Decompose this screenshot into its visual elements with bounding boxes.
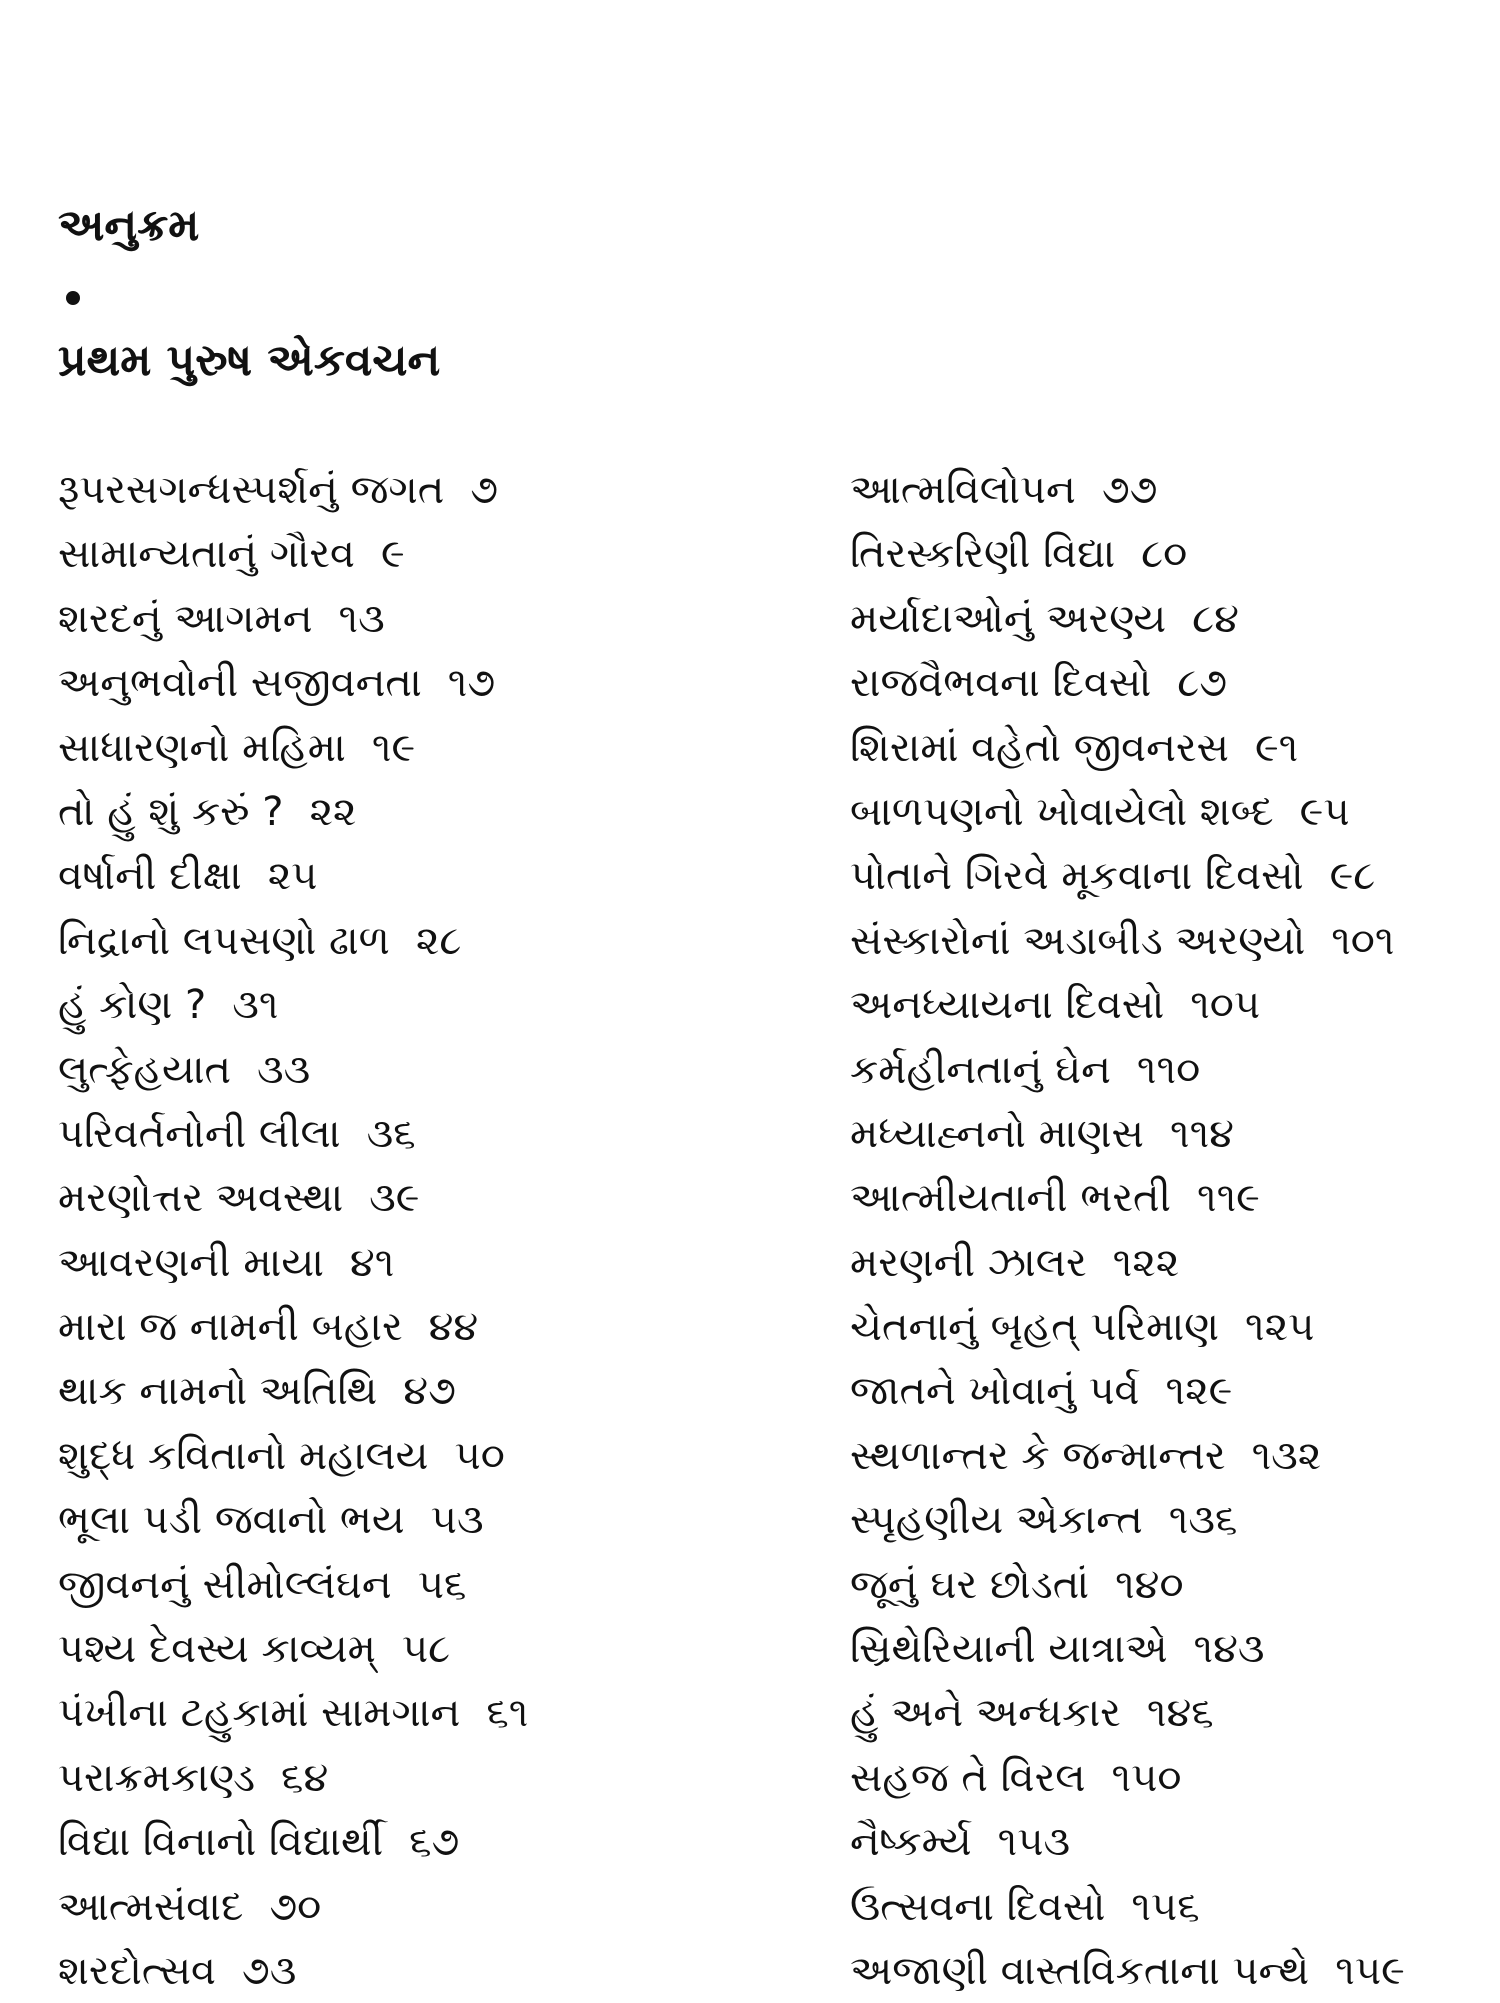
toc-entry xyxy=(850,844,1490,908)
toc-entry-page-number: ૨૮ xyxy=(415,917,462,964)
toc-entry-title: પરિવર્તનોની લીલા xyxy=(58,1110,341,1157)
toc-entry-page-number: ૧૧૪ xyxy=(1169,1110,1234,1157)
toc-entry-page-number: ૧૩૬ xyxy=(1168,1497,1238,1544)
toc-entry-title: શુદ્ધ કવિતાનો મહાલય xyxy=(58,1432,429,1479)
toc-entry-title: ચેતનાનું બૃહત્ પરિમાણ xyxy=(850,1304,1220,1351)
toc-entry xyxy=(850,1424,1490,1488)
toc-entry-page-number: ૮૭ xyxy=(1177,660,1228,707)
toc-entry-page-number: ૫૦ xyxy=(454,1432,505,1479)
toc-entry-title: તિરસ્કરિણી વિદ્યા xyxy=(850,531,1116,578)
toc-entry xyxy=(850,1875,1490,1939)
toc-right-column xyxy=(850,458,1490,2003)
toc-entry xyxy=(850,1038,1490,1102)
toc-entry-page-number: ૫૮ xyxy=(401,1626,451,1673)
toc-entry-title: થાક નામનો અતિથિ xyxy=(58,1368,378,1415)
toc-entry-title: મારા જ નામની બહાર xyxy=(58,1304,403,1351)
toc-entry-title: સાધારણનો મહિમા xyxy=(58,724,346,771)
toc-entry-page-number: ૧૩ xyxy=(338,595,385,642)
toc-entry xyxy=(58,973,758,1037)
toc-entry-title: સંસ્કારોનાં અડાબીડ અરણ્યો xyxy=(850,917,1306,964)
toc-entry-title: હું કોણ ? xyxy=(58,982,207,1029)
toc-entry-page-number: ૧૧૯ xyxy=(1196,1175,1260,1222)
toc-entry-title: મરણની ઝાલર xyxy=(850,1239,1087,1286)
toc-entry-page-number: ૧૫૦ xyxy=(1111,1754,1182,1801)
toc-entry xyxy=(850,1939,1490,2003)
toc-entry xyxy=(850,1553,1490,1617)
toc-entry xyxy=(850,716,1490,780)
toc-entry xyxy=(58,1166,758,1230)
toc-entry xyxy=(58,1359,758,1423)
toc-left-column xyxy=(58,458,758,2003)
toc-entry-page-number: ૨૫ xyxy=(267,853,318,900)
toc-entry-title: શરદોત્સવ xyxy=(58,1947,216,1994)
toc-entry-page-number: ૧૭ xyxy=(447,660,496,707)
toc-entry-page-number: ૪૭ xyxy=(403,1368,456,1415)
toc-entry xyxy=(58,1553,758,1617)
toc-entry-title: જૂનું ઘર છોડતાં xyxy=(850,1561,1090,1608)
toc-entry-page-number: ૧૦૧ xyxy=(1331,917,1395,964)
toc-entry xyxy=(58,1617,758,1681)
toc-entry xyxy=(58,844,758,908)
toc-entry-page-number: ૪૧ xyxy=(349,1239,395,1286)
toc-entry-title: પોતાને ગિરવે મૂકવાના દિવસો xyxy=(850,853,1304,900)
toc-entry xyxy=(58,651,758,715)
toc-entry xyxy=(58,1810,758,1874)
toc-entry-page-number: ૧૪૬ xyxy=(1146,1690,1214,1737)
toc-entry-page-number: ૧૦૫ xyxy=(1190,982,1261,1029)
toc-entry-page-number: ૧૩૨ xyxy=(1251,1432,1322,1479)
toc-entry-title: શિરામાં વહેતો જીવનરસ xyxy=(850,724,1229,771)
toc-entry xyxy=(850,1166,1490,1230)
toc-entry-title: બાળપણનો ખોવાયેલો શબ્દ xyxy=(850,788,1274,835)
toc-entry-title: રૂપરસગન્ધસ્પર્શનું જગત xyxy=(58,467,445,513)
toc-entry xyxy=(850,1746,1490,1810)
toc-entry-title: સ્પૃહણીય એકાન્ત xyxy=(850,1497,1143,1544)
toc-entry-title: વિદ્યા વિનાનો વિદ્યાર્થી xyxy=(58,1819,384,1866)
toc-entry-title: મરણોત્તર અવસ્થા xyxy=(58,1175,344,1222)
toc-entry-page-number: ૩૩ xyxy=(257,1046,311,1093)
toc-entry xyxy=(850,522,1490,586)
toc-entry-page-number: ૬૪ xyxy=(281,1754,329,1801)
toc-entry xyxy=(58,1231,758,1295)
toc-entry-title: કર્મહીનતાનું ઘેન xyxy=(850,1046,1111,1093)
toc-entry-page-number: ૧૪૦ xyxy=(1115,1561,1184,1608)
toc-entry xyxy=(58,1746,758,1810)
toc-entry xyxy=(58,1875,758,1939)
toc-entry xyxy=(850,1681,1490,1745)
toc-entry-page-number: ૮૦ xyxy=(1141,531,1188,578)
toc-entry xyxy=(58,587,758,651)
toc-entry-title: હું અને અન્ધકાર xyxy=(850,1690,1121,1737)
toc-entry xyxy=(58,1488,758,1552)
toc-entry xyxy=(58,1424,758,1488)
toc-entry-page-number: ૩૯ xyxy=(369,1175,420,1222)
toc-entry-title: ઉત્સવના દિવસો xyxy=(850,1883,1106,1930)
toc-entry xyxy=(850,1617,1490,1681)
toc-entry-title: ભૂલા પડી જવાનો ભય xyxy=(58,1497,405,1544)
toc-entry-title: સ્થળાન્તર કે જન્માન્તર xyxy=(850,1432,1226,1479)
toc-entry-title: આત્મસંવાદ xyxy=(58,1883,244,1930)
toc-entry xyxy=(850,1231,1490,1295)
toc-entry-title: મધ્યાહ્નનો માણસ xyxy=(850,1110,1144,1157)
toc-entry-page-number: ૭૩ xyxy=(241,1947,297,1994)
toc-entry xyxy=(58,1038,758,1102)
toc-entry xyxy=(850,1488,1490,1552)
toc-entry xyxy=(58,1681,758,1745)
toc-entry xyxy=(850,1359,1490,1423)
toc-entry-page-number: ૯ xyxy=(380,531,405,578)
toc-entry-page-number: ૧૫૯ xyxy=(1335,1947,1405,1994)
toc-entry-page-number: ૫૩ xyxy=(430,1497,484,1544)
toc-entry-page-number: ૧૪૩ xyxy=(1193,1626,1265,1673)
toc-entry-page-number: ૩૬ xyxy=(366,1110,416,1157)
section-title: પ્રથમ પુરુષ એકવચન xyxy=(58,335,441,386)
toc-entry-title: અનધ્યાયના દિવસો xyxy=(850,982,1165,1029)
toc-entry-title: જીવનનું સીમોલ્લંઘન xyxy=(58,1561,392,1608)
toc-entry-title: પંખીના ટહુકામાં સામગાન xyxy=(58,1690,461,1737)
toc-entry xyxy=(58,1939,758,2003)
toc-entry xyxy=(58,780,758,844)
toc-entry-title: આત્મવિલોપન xyxy=(850,467,1076,513)
toc-entry-title: રાજવૈભવના દિવસો xyxy=(850,660,1152,707)
toc-entry-title: અજાણી વાસ્તવિકતાના પન્થે xyxy=(850,1947,1310,1994)
toc-entry-title: અનુભવોની સજીવનતા xyxy=(58,660,422,707)
toc-entry-page-number: ૧૯ xyxy=(371,724,416,771)
toc-entry-title: સામાન્યતાનું ગૌરવ xyxy=(58,531,355,578)
toc-entry xyxy=(58,716,758,780)
toc-entry xyxy=(58,909,758,973)
toc-entry-page-number: ૯૧ xyxy=(1254,724,1299,771)
toc-entry xyxy=(850,973,1490,1037)
page-title: અનુક્રમ xyxy=(58,200,200,251)
toc-entry xyxy=(58,522,758,586)
toc-entry-page-number: ૧૫૬ xyxy=(1131,1883,1200,1930)
toc-entry xyxy=(850,587,1490,651)
toc-entry xyxy=(850,1295,1490,1359)
toc-entry-page-number: ૯૮ xyxy=(1329,853,1376,900)
toc-entry-title: તો હું શું કરું ? xyxy=(58,788,284,835)
toc-entry-page-number: ૫૬ xyxy=(417,1561,467,1608)
toc-entry xyxy=(850,780,1490,844)
toc-entry-page-number: ૬૧ xyxy=(486,1690,529,1737)
toc-entry-page-number: ૧૨૯ xyxy=(1165,1368,1233,1415)
toc-entry xyxy=(850,1810,1490,1874)
toc-entry-page-number: ૭૭ xyxy=(1101,467,1158,513)
toc-entry-title: વર્ષાની દીક્ષા xyxy=(58,853,242,900)
toc-entry-title: મર્યાદાઓનું અરણ્ય xyxy=(850,595,1167,642)
toc-entry-title: નિદ્રાનો લપસણો ઢાળ xyxy=(58,917,390,964)
toc-entry xyxy=(850,458,1490,522)
toc-entry-title: લુત્ફેહયાત xyxy=(58,1046,232,1093)
toc-entry-page-number: ૬૭ xyxy=(409,1819,460,1866)
toc-entry-page-number: ૩૧ xyxy=(232,982,279,1029)
toc-entry-page-number: ૪૪ xyxy=(428,1304,479,1351)
toc-entry-title: આત્મીયતાની ભરતી xyxy=(850,1175,1171,1222)
toc-entry xyxy=(58,458,758,522)
toc-entry-title: જાતને ખોવાનું પર્વ xyxy=(850,1368,1140,1415)
toc-entry-page-number: ૨૨ xyxy=(309,788,357,835)
toc-entry-title: પરાક્રમકાણ્ડ xyxy=(58,1754,256,1801)
toc-entry-page-number: ૧૧૦ xyxy=(1136,1046,1201,1093)
toc-entry-page-number: ૭૦ xyxy=(269,1883,322,1930)
bullet-separator xyxy=(66,291,80,305)
toc-entry-page-number: ૮૪ xyxy=(1192,595,1239,642)
toc-entry-title: સ્રિથેરિયાની યાત્રાએ xyxy=(850,1626,1168,1673)
toc-entry-page-number: ૧૨૫ xyxy=(1245,1304,1315,1351)
toc-entry-title: આવરણની માયા xyxy=(58,1239,324,1286)
toc-entry xyxy=(850,1102,1490,1166)
toc-entry xyxy=(58,1295,758,1359)
toc-entry xyxy=(58,1102,758,1166)
toc-entry xyxy=(850,909,1490,973)
toc-entry-page-number: ૧૨૨ xyxy=(1112,1239,1180,1286)
toc-entry-page-number: ૭ xyxy=(470,467,499,513)
toc-entry-title: નૈષ્કર્મ્ય xyxy=(850,1819,972,1866)
toc-entry-title: શરદનું આગમન xyxy=(58,595,313,642)
toc-entry-title: પશ્ય દેવસ્ય કાવ્યમ્ xyxy=(58,1626,376,1673)
toc-entry-title: સહજ તે વિરલ xyxy=(850,1754,1086,1801)
toc-entry-page-number: ૧૫૩ xyxy=(997,1819,1071,1866)
toc-entry xyxy=(850,651,1490,715)
toc-entry-page-number: ૯૫ xyxy=(1299,788,1350,835)
